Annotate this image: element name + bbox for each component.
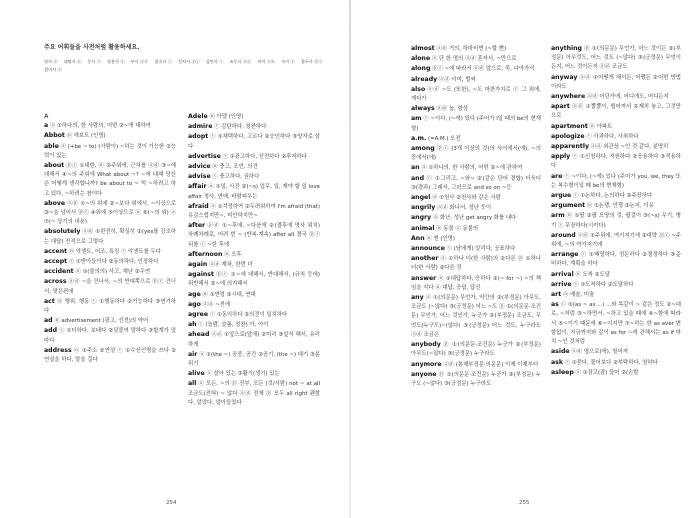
dictionary-entry — [551, 191, 681, 201]
dictionary-entry — [551, 368, 681, 378]
entry-headword: anyone — [411, 370, 437, 378]
entry-headword: apologize — [551, 132, 585, 140]
entry-definition: ⓥ (남에게) 알리다, 공표하다 — [444, 246, 516, 253]
entry-headword: along — [411, 65, 431, 73]
entry-definition: ⓐⓓ ①앞으로(앞에) ②미리 ③앞서 해서, 유리하게 — [188, 332, 320, 348]
entry-definition: ⓐ 모든, ~의 ⓟ 전부, 모든 (것/사람) not ~ at all 조금도(전혀) ~ 않다 ⓐⓓ 전체 ⓟ 모두 all right 괜찮다, 알았다, 알아들었다 — [188, 381, 320, 406]
dictionary-entry — [188, 260, 320, 270]
entry-definition: ⓥ ①채택하다, 고르다 ②승인하다 ③양자로 삼다 — [188, 134, 320, 150]
entry-definition: ⓥ ~이다, (~에) 있다 (주어가 I일 때의 be의 현재형) — [411, 116, 541, 132]
left-page — [0, 0, 349, 518]
dictionary-entry — [551, 231, 681, 250]
entry-headword: about — [44, 162, 65, 170]
dictionary-column-right-1 — [411, 44, 541, 389]
entry-headword: and — [411, 174, 425, 182]
entry-headword: agree — [188, 311, 209, 319]
section-letter: A — [44, 112, 49, 120]
entry-definition: ⓟ ①(의문문·조건문) 누군가 ②(부정문) 누구도 (~않다) ③(긍정문) 누구라도 — [411, 371, 541, 387]
guide-title: 주요 어휘들을 사전처럼 활용하세요. — [44, 44, 140, 51]
dictionary-entry — [44, 131, 176, 141]
entry-definition: ⓥ ①동의하다 ②의견이 일치하다 — [208, 312, 288, 319]
dictionary-entry — [411, 134, 541, 144]
entry-headword: all — [188, 380, 197, 388]
entry-definition: ⓝ 악센트, 어조, 특징 ⓥ 악센트를 두다 — [67, 248, 161, 255]
dictionary-entry — [44, 161, 176, 199]
entry-definition: ⓐⓓ 늘, 항상 — [434, 106, 468, 113]
entry-definition: ⓥ ①배열하다, 정돈하다 ②결정하다 ③준비하다, 계획을 하다 — [551, 252, 681, 268]
dictionary-entry — [411, 114, 541, 133]
dictionary-entry — [551, 300, 681, 347]
entry-headword: across — [44, 278, 67, 286]
entry-headword: Adele — [188, 113, 208, 120]
abbreviation-item: 접미사 ⓢ — [44, 67, 62, 72]
page-number: 254 — [166, 500, 177, 506]
entry-definition: ⓐⓓ ①완전히, 확실히 ②(yes를 강조하는 대답) 전적으로 그렇다 — [44, 229, 176, 245]
abbreviation-item: 형용사 ⓐ — [106, 59, 125, 64]
entry-headword: above — [44, 199, 66, 207]
entry-definition: ⓐ (+be ~ to) (사람이) ~하는 것이 가능한 ②능력이 있는 — [44, 143, 176, 159]
entry-definition: ⓥ ①묻다, 물어보다 ②부탁하다, 청하다 — [562, 359, 658, 366]
entry-definition: ⓐⓓ 옆으로(에), 떨어져 — [569, 349, 628, 356]
dictionary-entry — [188, 310, 320, 320]
dictionary-entry — [44, 142, 176, 161]
entry-definition: ⓐⓓ ①주위에, 여기저기에 ②대략 ⓟⓡ ~주위에, ~의 여기저기에 — [551, 232, 681, 249]
abbreviation-item: 전치사 ⓟⓡ — [177, 59, 200, 64]
entry-definition: ⓝ 아파트 — [587, 123, 613, 130]
entry-headword: apart — [551, 103, 570, 111]
dictionary-entry — [188, 122, 320, 132]
entry-definition: ⓥ ①광고하다, 선전하다 ②후지하다 — [220, 153, 307, 160]
entry-definition: ⓐ 화난, 성난 get angry 화를 내다 — [431, 215, 517, 222]
dictionary-entry — [411, 234, 541, 244]
entry-definition: ⓐ ①하나의, 한 사람의, 어떤 ②~에 대하여 — [48, 123, 151, 130]
dictionary-entry — [551, 211, 681, 230]
entry-headword: accent — [44, 247, 68, 255]
dictionary-entry — [44, 257, 176, 267]
entry-definition: ⓝ advertisement (광고, 선전)의 약어 — [52, 318, 149, 325]
entry-headword: advice — [188, 163, 211, 171]
entry-headword: admire — [188, 123, 213, 131]
entry-definition: ⓥ ①신청하다, 지원하다 ②응용하다 ③적용하다 — [551, 154, 681, 170]
entry-headword: ahead — [188, 331, 210, 339]
entry-headword: are — [551, 172, 563, 180]
entry-definition: ⓥ ~이다, (~에) 있다 (주어가 you, we, they 또는 복수형이일 때 be의 현재형) — [551, 173, 681, 189]
dictionary-entry — [411, 193, 541, 203]
entry-headword: art — [551, 291, 562, 299]
entry-headword: age — [188, 290, 201, 298]
entry-definition: ⓥ ①더하다, 보태다 ②덧붙여 말하다 ③합계가 얼마다 — [44, 328, 176, 344]
dictionary-entry — [411, 213, 541, 223]
entry-headword: another — [411, 255, 439, 263]
dictionary-entry — [551, 172, 681, 191]
entry-definition: ⓝ 예술, 미술 — [561, 292, 595, 299]
entry-definition: ⓝ ①팔 ②팔 모양의 것, 팔걸이 ③(~s) 무기, 병기 ⓥ 무장하다(시키다) — [551, 213, 681, 229]
entry-headword: alive — [188, 370, 205, 378]
entry-headword: around — [551, 231, 576, 239]
entry-headword: apply — [551, 153, 571, 161]
entry-definition: ⓐ ①하나의, 한 사람의, 어떤 ②~에 관하여 — [419, 165, 523, 172]
entry-headword: announce — [411, 245, 445, 253]
entry-headword: angel — [411, 194, 431, 202]
entry-headword: almost — [411, 45, 435, 52]
entry-headword: advertise — [188, 152, 221, 160]
entry-headword: anywhere — [551, 93, 586, 101]
entry-definition: ⓟⓡ (3개 이상의 것)의 사이에서(에), ~의 중에서(에) — [411, 146, 541, 162]
dictionary-entry — [188, 221, 320, 250]
dictionary-entry — [188, 320, 320, 330]
entry-headword: a.m. — [411, 134, 427, 142]
dictionary-entry — [411, 44, 541, 54]
dictionary-entry — [188, 112, 320, 122]
entry-definition: ⓐ ①걱정하여 ②두려워하여 I'm afraid (that) 유감스럽지만~, 미안하지만~ — [188, 203, 320, 220]
entry-definition: ⓐⓓ ~전에 — [200, 301, 230, 308]
entry-definition: ⓐⓓ ①~의 위에 ②~보다 위에서, ~이상으로 ③~을 넘어서 ⓟⓡ ④위에 ⑤이상으로 ⓝ ⑥(~의 위) ⓐ ⑦(~ 상기의 내용) — [44, 200, 176, 226]
dictionary-entry — [551, 280, 681, 290]
entry-definition: ⓐⓓ ①어떻게 해서든, 어쨌든 ②어떤 방법이라도 — [551, 74, 681, 90]
entry-headword: arm — [551, 212, 565, 220]
dictionary-entry — [44, 326, 176, 345]
entry-headword: ad — [44, 317, 53, 325]
dictionary-entry — [188, 330, 320, 349]
entry-headword: always — [411, 105, 435, 113]
entry-definition: ⓐⓓ 이미, 벌써 — [437, 76, 476, 83]
entry-headword: affair — [188, 183, 207, 191]
dictionary-entry — [411, 360, 541, 370]
entry-headword: anybody — [411, 341, 441, 349]
entry-headword: argue — [551, 192, 572, 200]
entry-definition: ⓝ ①(불의의) 사고, 재난 ②우연 — [73, 269, 151, 276]
entry-headword: arrive — [551, 280, 572, 288]
dictionary-entry — [551, 270, 681, 280]
entry-headword: aside — [551, 348, 570, 356]
entry-headword: answer — [411, 274, 437, 282]
entry-headword: adopt — [188, 133, 209, 141]
entry-headword: ago — [188, 300, 201, 308]
dictionary-entry — [44, 199, 176, 228]
entry-headword: act — [44, 297, 55, 305]
entry-definition: ⓥ ①도착하다 ②도달하다 — [571, 281, 634, 288]
entry-headword: arrange — [551, 251, 579, 259]
entry-definition: ⓐⓓ ①~후에, ~다음에 ②(결후에 영사 위치) 차례차례로, 어려 번 ~ (반복·계속) after all 결국 ⓟⓡ 뒤를 ⓒ ~한 후에 — [188, 223, 320, 248]
abbreviation-guide — [44, 42, 324, 92]
entry-headword: again — [188, 261, 208, 269]
entry-definition: ⓝ ①대답하다, 응하다 ②(~ for ~) ~의 책임을 지다 ⓝ 대답, 응답, 답신 — [411, 275, 541, 291]
entry-headword: am — [411, 115, 422, 123]
entry-definition: ⓝ ①천사 ②천사와 같은 사람 — [430, 195, 501, 202]
dictionary-entry — [411, 203, 541, 213]
entry-definition: ⓒ ①그리고, ~와~ ②(같은 단어 결합) 더욱더 ③(결과) 그래서, 그러므로 and so on ~등 — [411, 175, 541, 191]
entry-definition: ⓝ 오후 — [222, 251, 242, 258]
abbreviation-item: 명사 ⓝ — [44, 59, 58, 64]
entry-headword: anything — [551, 45, 582, 52]
entry-definition: ⓝ 애보트 (인명) — [64, 133, 106, 140]
entry-definition: ⓐⓓ 외관상 ~인 것 같다, 분명히 — [588, 144, 669, 151]
entry-headword: as — [551, 301, 559, 309]
entry-definition: ⓥ 사과하다, 사죄하다 — [584, 133, 639, 140]
dictionary-entry — [44, 277, 176, 296]
dictionary-entry — [411, 274, 541, 293]
abbreviation-item: 접속사 ⓒ — [154, 59, 172, 64]
dictionary-entry — [188, 132, 320, 151]
dictionary-entry — [188, 172, 320, 182]
entry-definition: ⓐⓓ 어딘가에, 어디에도, 어디든지 — [585, 94, 669, 101]
dictionary-entry — [411, 75, 541, 85]
entry-definition: ⓐ ①잠고(잠) 들어 ②(손발 — [573, 369, 639, 376]
dictionary-entry — [411, 163, 541, 173]
dictionary-entry — [411, 293, 541, 340]
dictionary-entry — [188, 182, 320, 201]
abbreviation-item: 약어 ⓐⓑ — [257, 59, 276, 64]
dictionary-entry — [44, 227, 176, 246]
dictionary-entry — [411, 340, 541, 359]
abbreviation-item: 부사 ⓐⓓ — [130, 59, 149, 64]
entry-definition: ⓝ ①연령 ②시대, 연대 — [200, 291, 256, 298]
right-page — [351, 0, 700, 518]
dictionary-entry — [411, 104, 541, 114]
entry-definition: ⓝ 아델 (인명) — [207, 114, 244, 120]
page-number: 255 — [519, 500, 530, 506]
dictionary-entry — [551, 201, 681, 211]
entry-definition: ⓝ ①(the ~) 공중, 공간 ②공기, (the ~) 대기 ③분위기 — [188, 351, 320, 368]
entry-headword: absolutely — [44, 228, 81, 236]
entry-definition: ⓘ (놀람, 슬픔, 칭찬) 아, 아이 — [196, 322, 269, 329]
entry-headword: angry — [411, 214, 432, 222]
dictionary-column-right-2 — [551, 44, 681, 378]
entry-definition: ⓐⓓ 거의, 하마터면 (~할 뻔) — [434, 46, 507, 52]
entry-headword: animal — [411, 224, 435, 232]
entry-headword: a — [44, 122, 49, 130]
entry-headword: anymore — [411, 360, 442, 368]
dictionary-entry — [411, 370, 541, 389]
dictionary-entry — [411, 144, 541, 163]
dictionary-entry — [188, 202, 320, 221]
dictionary-entry — [44, 316, 176, 326]
dictionary-entry — [411, 54, 541, 64]
entry-headword: advise — [188, 173, 211, 181]
entry-definition: ⓟ ①(의문문) 무언가, 어느 것이든 ②(부정문) 아무것도, 어느 것도 (~않다) ③(긍정문) 무엇이든지, 어느 것이든지 ⓐⓓ 조금도 — [551, 46, 681, 71]
entry-headword: apartment — [551, 122, 588, 130]
entry-definition: ⓐ 단 한 명의 ⓐⓓ 혼자서, ~만으로 — [430, 56, 517, 63]
dictionary-entry — [551, 290, 681, 300]
dictionary-entry — [188, 379, 320, 408]
entry-headword: ask — [551, 358, 563, 366]
abbreviation-item: 속어 ⓢ — [281, 59, 295, 64]
entry-definition: ⓥ ①논하다, 논의하다 ②주장하다 — [571, 193, 653, 200]
dictionary-entry — [411, 85, 541, 104]
dictionary-entry — [188, 152, 320, 162]
entry-definition: ⓥ 감탄하다, 칭찬하다 — [212, 124, 267, 131]
entry-headword: Abbot — [44, 132, 65, 140]
dictionary-entry — [551, 347, 681, 357]
dictionary-entry — [44, 346, 176, 365]
abbreviation-list — [44, 58, 324, 74]
entry-headword: ah — [188, 321, 197, 329]
dictionary-entry — [551, 92, 681, 102]
entry-definition: ⓥ 충고하다, 권하다 — [210, 174, 260, 181]
entry-definition: ⓐⓓ (통제부정문·의문문) 이제 이제부터 — [441, 361, 539, 368]
entry-definition: (=A.M.) 오전 — [426, 135, 461, 142]
entry-headword: afternoon — [188, 250, 223, 258]
dictionary-entry — [411, 244, 541, 254]
entry-headword: alone — [411, 55, 431, 63]
entry-definition: ⓐ ①(의문문) 무언가, 약간의 ②(부정문) 아무도, 조금도 (~않다) ③(긍정문) 어느 ~도 ⓟ ①(의문문·조건문) 무언가, 어느 것인가, 누군가 ②(부정문) 조금도, 무엇도(누구도)~(않다) ③(긍정문) 어느 것도, 누구라도 ⓐⓓ 조금은 — [411, 295, 541, 338]
entry-headword: Ann — [411, 234, 425, 242]
entry-headword: accident — [44, 268, 74, 276]
entry-definition: ⓟⓡ ①대한, ⓝ ②주위에, 근처를 ⓐⓓ ③~에 대해서 ④~의 주위에 What about ~? ~에 대해 당신은 어떻게 생각합니까? be about to ~ 막 ~하려고 하고 있다, ~하려는 참이다 — [44, 163, 176, 197]
dictionary-entry — [44, 297, 176, 316]
entry-definition: ⓝ ①일, 사건 ②(~s) 업무, 일, 재야 할 일 love affair 정사, 연애, 바람피우는 — [188, 184, 320, 200]
entry-headword: among — [411, 145, 435, 153]
dictionary-entry — [188, 369, 320, 379]
dictionary-entry — [411, 224, 541, 234]
dictionary-entry — [551, 44, 681, 73]
entry-headword: anyway — [551, 73, 578, 81]
dictionary-entry — [411, 254, 541, 273]
entry-definition: ⓝ 동물 ⓐ 동물의 — [434, 225, 479, 232]
entry-headword: air — [188, 350, 198, 358]
entry-definition: ⓝ 앤 (인명) — [424, 235, 455, 242]
entry-headword: accept — [44, 258, 68, 266]
abbreviation-item: 접두사 ⓟⓡ — [300, 59, 323, 64]
dictionary-entry — [44, 267, 176, 277]
dictionary-entry — [188, 162, 320, 172]
dictionary-entry — [188, 350, 320, 369]
entry-definition: ⓝ 충고, 조언, 의견 — [210, 164, 258, 171]
entry-definition: ⓐⓓ 재차, 한번 더 — [207, 262, 253, 269]
entry-definition: ⓐⓓ 화나서, 성난 듯이 — [435, 205, 492, 212]
dictionary-entry — [411, 64, 541, 74]
entry-headword: apparently — [551, 143, 589, 151]
entry-definition: ⓐⓓ ~도 (또한), ~도 마찬가지로 ⓒ 그 위에, 게다가 — [411, 86, 541, 103]
entry-headword: an — [411, 164, 420, 172]
entry-definition: ⓐ 살아 있는 ②활기(생기) 있는 — [204, 371, 280, 378]
dictionary-entry — [411, 174, 541, 193]
dictionary-entry — [551, 142, 681, 152]
entry-definition: ⓒ ①(as ~ as ...) ...와 똑같이 ~ 같은 정도 ②~대로, ~처럼 ③~하면서, ~하고 있을 때에 ④~함에 따라서 ⑤~이기 때문에 ⑥~이지만 ⑦~하는 한 as ever 변함없이, 지금까지와 같이 as for ~에 관해서는 as if 마치 ~인 것처럼 — [551, 302, 681, 346]
dictionary-entry — [188, 290, 320, 300]
entry-headword: add — [44, 327, 58, 335]
dictionary-entry — [44, 121, 176, 131]
dictionary-entry — [551, 102, 681, 121]
entry-headword: arrival — [551, 270, 574, 278]
dictionary-entry — [188, 300, 320, 310]
dictionary-entry — [551, 152, 681, 171]
abbreviation-item: 동사 ⓥ — [87, 59, 101, 64]
dictionary-column-left-2 — [188, 112, 320, 408]
entry-definition: ⓟ ①(의문문·조건문) 누군가 ②(부정문) 아무도(~않다) ③(긍정문) 누구라도 — [411, 342, 541, 358]
dictionary-entry — [551, 73, 681, 92]
entry-definition: ⓟⓡ ①~에 대해서, 반대해서, (규칙 등에) 위반해서 ②~에 의지해서 — [188, 272, 320, 288]
entry-definition: ⓐⓓ ①뿔뿔이, 떨어져서 ②제처 놓고, 그것만으로 — [551, 104, 681, 120]
abbreviation-item: 감탄사 ⓘ — [205, 59, 224, 64]
dictionary-entry — [188, 250, 320, 260]
entry-headword: asleep — [551, 368, 574, 376]
dictionary-entry — [551, 358, 681, 368]
entry-definition: ⓝ 행위, 행동 ⓥ ①행동하다 ②기능하다 ③연기하다 — [44, 298, 176, 315]
entry-definition: ⓝ ①논쟁, 언쟁 ②논지, 이유 — [585, 203, 654, 210]
entry-headword: after — [188, 222, 206, 230]
entry-headword: any — [411, 294, 424, 302]
dictionary-entry — [551, 250, 681, 269]
entry-headword: against — [188, 271, 214, 279]
dictionary-entry — [44, 247, 176, 257]
abbreviation-item: 대명사 ⓟ — [63, 59, 82, 64]
entry-headword: angrily — [411, 204, 436, 212]
entry-definition: ⓐⓓ ~을 건너서, ~의 반대쪽으로 ⓟⓡ 건너서, 맞은편에 — [44, 279, 176, 295]
abbreviation-item: 조동사 ⓐⓤ — [229, 59, 252, 64]
entry-headword: able — [44, 142, 59, 150]
entry-headword: argument — [551, 202, 586, 210]
entry-definition: ⓟⓡ ~에 따라서 ⓐⓓ 앞으로, 죽, 나아가서 — [430, 66, 535, 73]
dictionary-entry — [188, 270, 320, 289]
dictionary-entry — [551, 132, 681, 142]
entry-headword: afraid — [188, 202, 209, 210]
entry-definition: ⓝ 도착 ②도달 — [573, 271, 610, 278]
dictionary-column-left-1 — [44, 112, 176, 365]
entry-definition: ⓝ ①주소 ②연설 ⓥ ①수신인명을 쓰다 ②연설을 하다, 말을 걸다 — [44, 347, 176, 364]
dictionary-entry — [551, 122, 681, 132]
entry-definition: ⓥ ①받아들이다 ②동의하다, 인정하다 — [67, 259, 159, 266]
entry-definition: ⓐ ①하나 더(한 사람)의 ②다른 ⓟ ①하나 더(한 사람) ②다른 것 — [411, 256, 541, 272]
entry-headword: already — [411, 75, 438, 83]
entry-headword: address — [44, 346, 72, 354]
entry-headword: also — [411, 85, 426, 93]
